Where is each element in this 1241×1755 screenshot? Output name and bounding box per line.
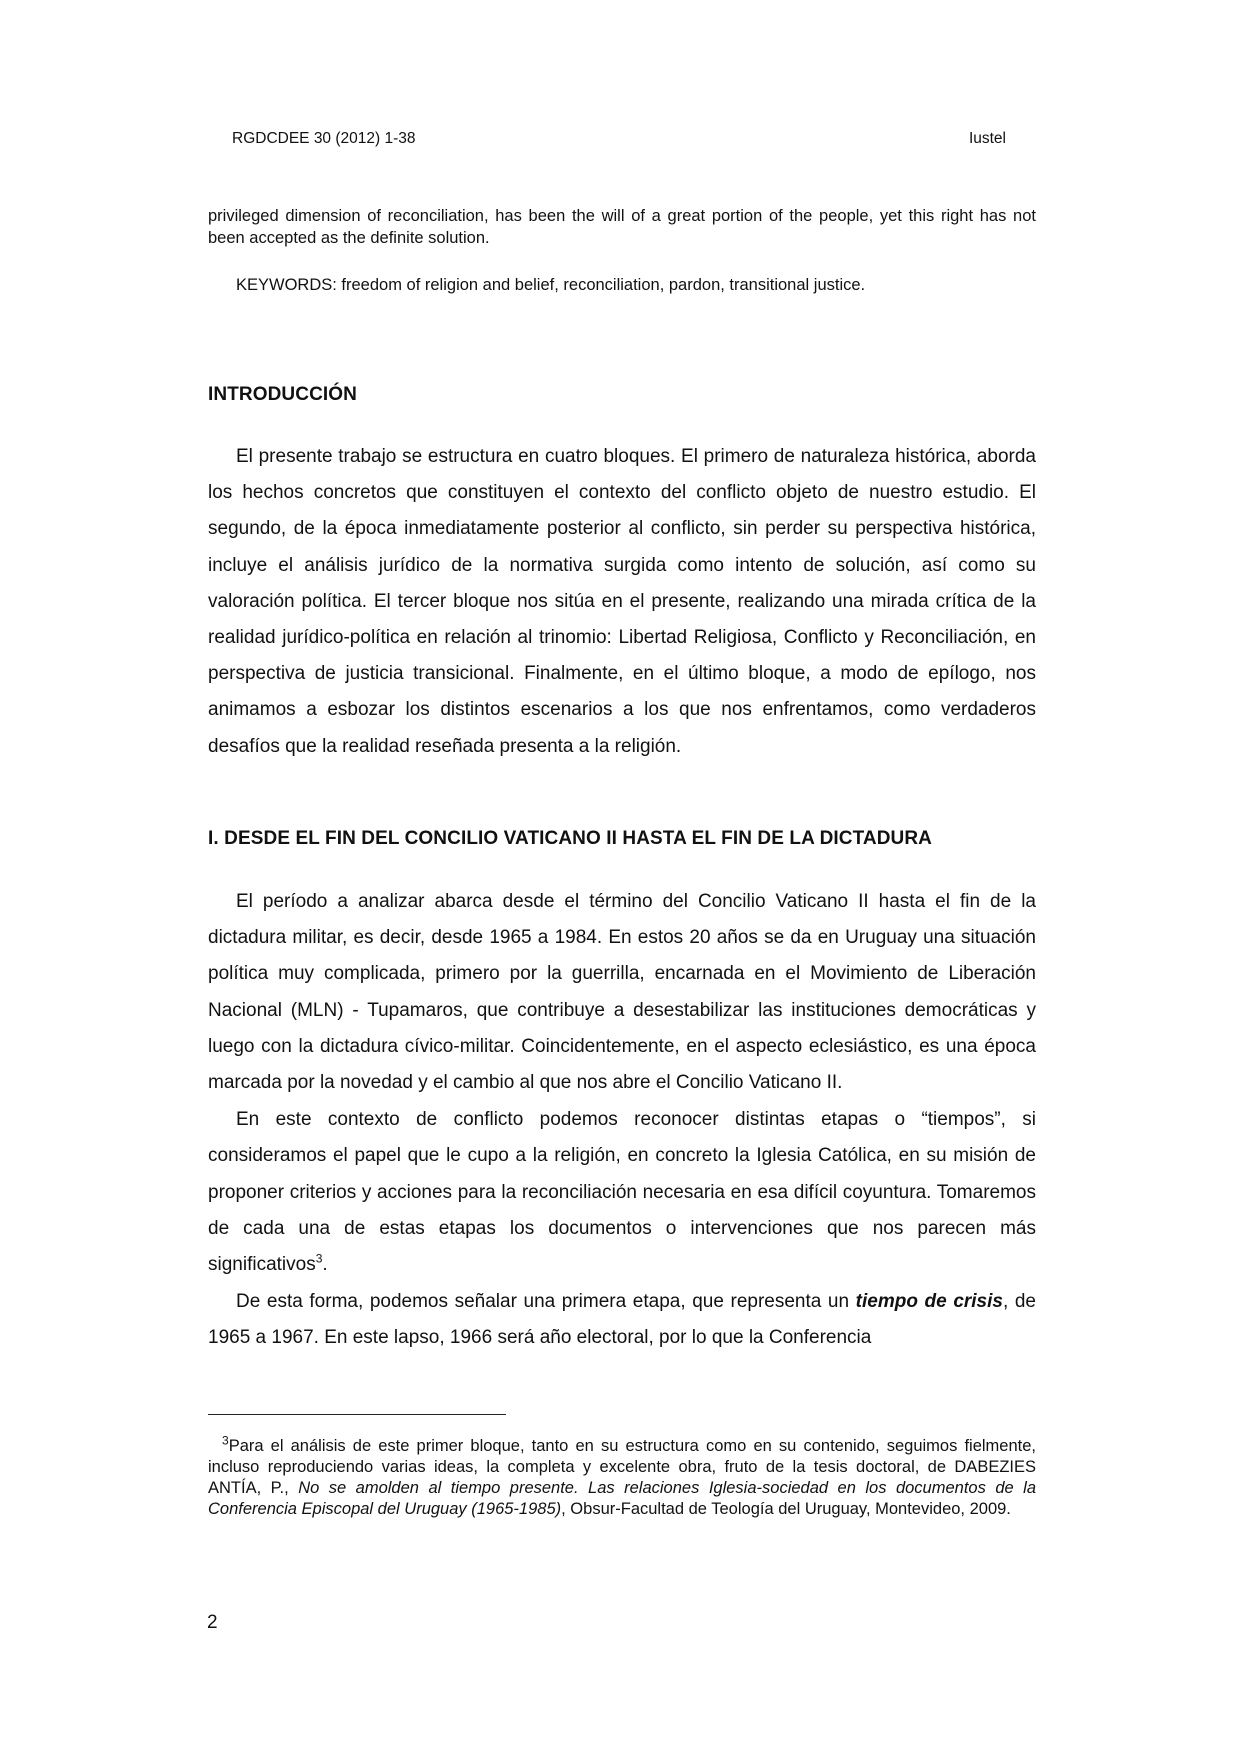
introduction-heading: INTRODUCCIÓN xyxy=(208,384,357,405)
footnote-separator xyxy=(208,1414,506,1415)
keywords: KEYWORDS: freedom of religion and belief, reconciliation, pardon, transitional justice. xyxy=(236,276,866,294)
footnote-text-start: Para el análisis de este primer bloque, tanto en su estructura como en su contenido, seguimos fielmente, incluso reproduciendo varias ideas, la completa y excelente obra, fruto de la tesis doctoral, de DABEZIES ANTÍA, P., xyxy=(208,1437,1036,1497)
abstract-continuation: privileged dimension of reconciliation, has been the will of a great portion of the people, yet this right has not been accepted as the definite solution. xyxy=(208,207,1036,247)
footnote-number: 3 xyxy=(222,1433,229,1448)
running-header-left: RGDCDEE 30 (2012) 1-38 xyxy=(232,130,416,147)
footnote-3 xyxy=(208,1433,1036,1520)
footnote-reference-3[interactable]: 3 xyxy=(315,1251,323,1266)
footnote-text-end: , Obsur-Facultad de Teología del Uruguay, Montevideo, 2009. xyxy=(561,1500,1011,1518)
page-number: 2 xyxy=(207,1612,218,1633)
running-header-right: Iustel xyxy=(968,130,1006,147)
footnote-cited-title: No se amolden al tiempo presente. Las relaciones Iglesia-sociedad en los documentos de la Conferencia Episcopal del Uruguay (1965-1985) xyxy=(208,1479,1036,1518)
paragraph-3-end: , de 1965 a 1967. En este lapso, 1966 será año electoral, por lo que la Conferencia xyxy=(208,1291,1036,1349)
section-1-paragraph-3 xyxy=(208,1284,1036,1356)
paragraph-2-end: . xyxy=(322,1254,328,1276)
emphasis-tiempo-de-crisis: tiempo de crisis xyxy=(855,1291,1003,1313)
paragraph-2-text: En este contexto de conflicto podemos reconocer distintas etapas o “tiempos”, si consideramos el papel que le cupo a la religión, en concreto la Iglesia Católica, en su misión de proponer criterios y acciones para la reconciliación necesaria en esa difícil coyuntura. Tomaremos de cada una de estas etapas los documentos o intervenciones que nos parecen más significativos xyxy=(208,1109,1036,1276)
section-1-paragraph-2 xyxy=(208,1102,1036,1283)
introduction-paragraph: El presente trabajo se estructura en cuatro bloques. El primero de naturaleza histórica, aborda los hechos concretos que constituyen el contexto del conflicto objeto de nuestro estudio. El segundo, de la época inmediatamente posterior al conflicto, sin perder su perspectiva histórica, incluye el análisis jurídico de la normativa surgida como intento de solución, así como su valoración política. El tercer bloque nos sitúa en el presente, realizando una mirada crítica de la realidad jurídico-política en relación al trinomio: Libertad Religiosa, Conflicto y Reconciliación, en perspectiva de justicia transicional. Finalmente, en el último bloque, a modo de epílogo, nos animamos a esbozar los distintos escenarios a los que nos enfrentamos, como verdaderos desafíos que la realidad reseñada presenta a la religión. xyxy=(208,446,1036,757)
introduction-body xyxy=(208,439,1036,765)
section-1-paragraph-1: El período a analizar abarca desde el término del Concilio Vaticano II hasta el fin de la dictadura militar, es decir, desde 1965 a 1984. En estos 20 años se da en Uruguay una situación política muy complicada, primero por la guerrilla, encarnada en el Movimiento de Liberación Nacional (MLN) - Tupamaros, que contribuye a desestabilizar las instituciones democráticas y luego con la dictadura cívico-militar. Coincidentemente, en el aspecto eclesiástico, es una época marcada por la novedad y el cambio al que nos abre el Concilio Vaticano II. xyxy=(208,891,1036,1094)
paragraph-3-start: De esta forma, podemos señalar una primera etapa, que representa un xyxy=(236,1291,856,1313)
section-1-body xyxy=(208,884,1036,1357)
section-1-heading: I. DESDE EL FIN DEL CONCILIO VATICANO II HASTA EL FIN DE LA DICTADURA xyxy=(208,828,932,849)
